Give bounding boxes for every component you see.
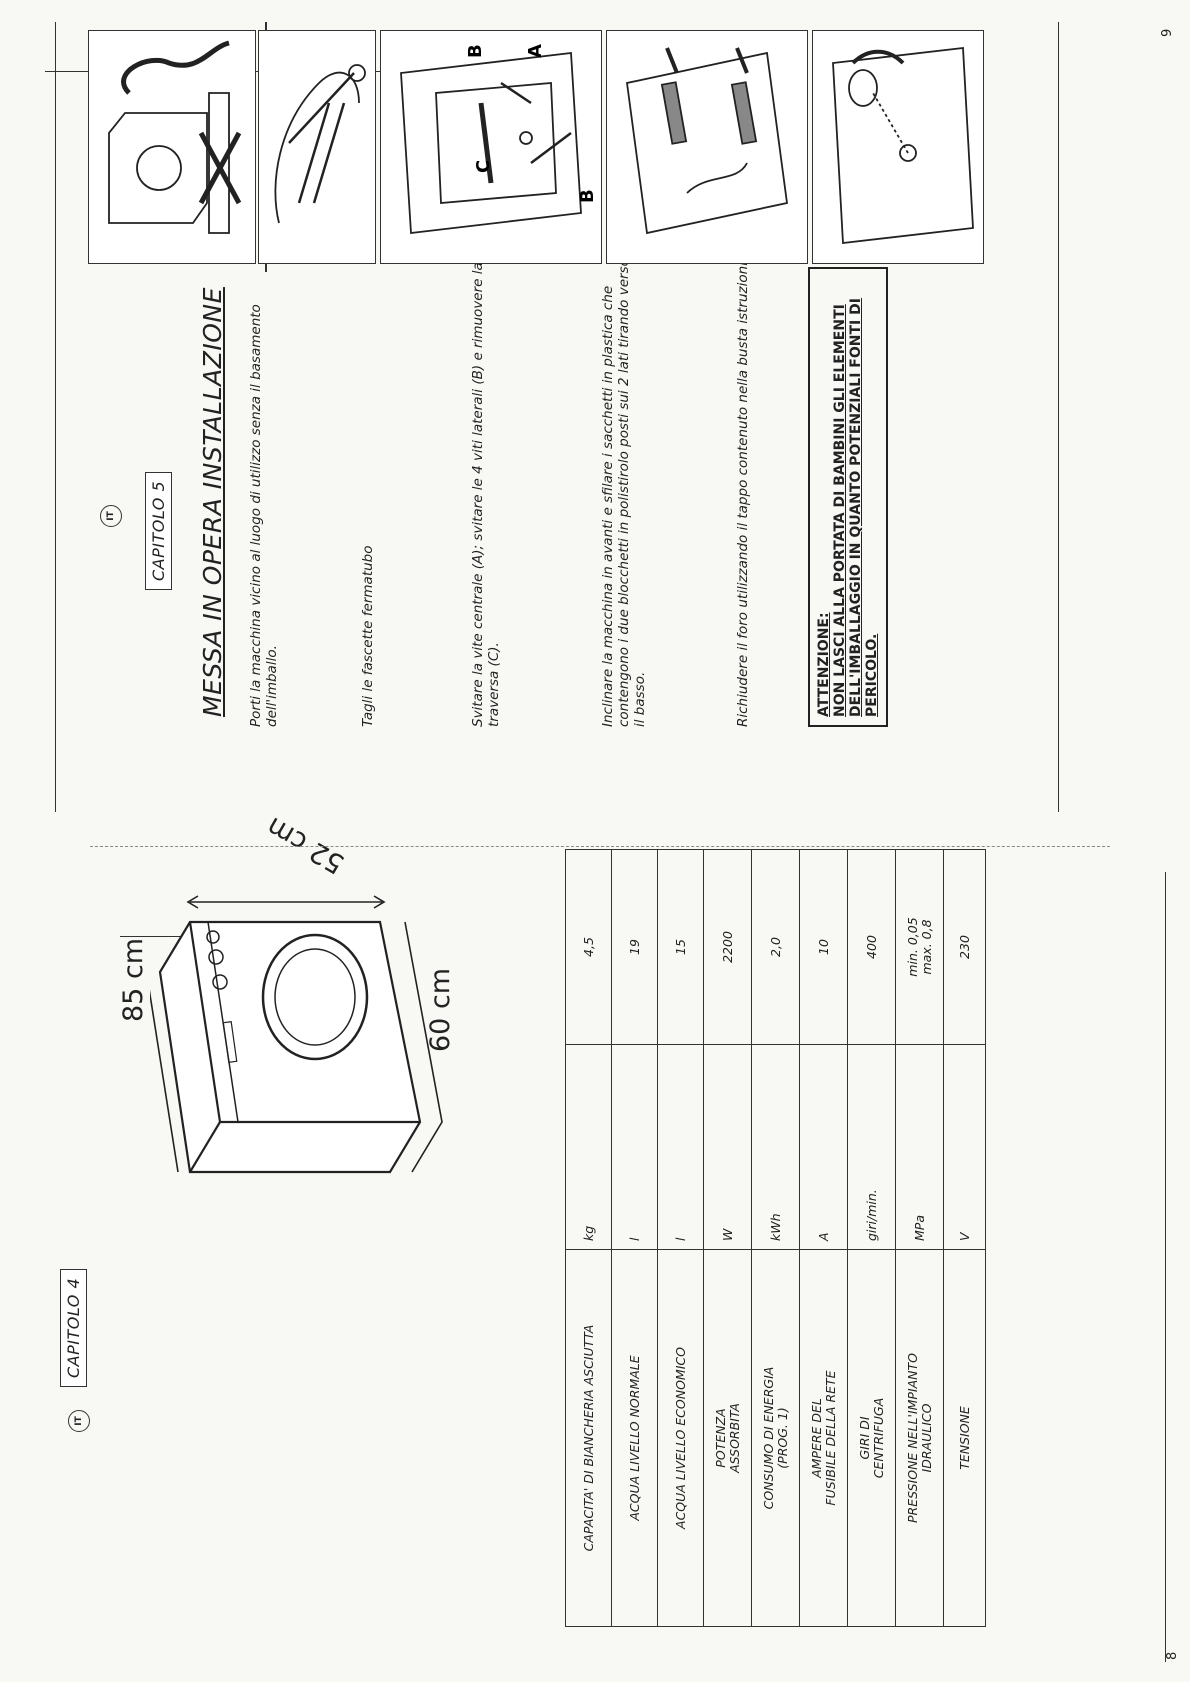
spec-unit: V (944, 1045, 986, 1250)
spec-value: 400 (848, 850, 896, 1045)
spec-label: GIRI DI CENTRIFUGA (848, 1250, 896, 1627)
center-fold (90, 846, 1110, 847)
installation-title: MESSA IN OPERA INSTALLAZIONE (198, 287, 227, 717)
spec-label: ACQUA LIVELLO NORMALE (612, 1250, 658, 1627)
figure-close-hole (812, 30, 984, 264)
spec-row (658, 850, 704, 1627)
step-4-text: Inclinare la macchina in avanti e sfilare i sacchetti in plastica che contengono i due blocchetti in polistirolo posti sui 2 lati tirando verso il basso. (600, 258, 648, 727)
warning-box: ATTENZIONE: NON LASCI ALLA PORTATA DI BAMBINI GLI ELEMENTI DELL'IMBALLAGGIO IN QUANTO POTENZIALI FONTI DI PERICOLO. (808, 267, 888, 727)
spec-value: min. 0,05 max. 0,8 (896, 850, 944, 1045)
language-badge: IT (68, 1410, 90, 1432)
depth-dimension: 52 cm (261, 810, 350, 880)
spec-label: ACQUA LIVELLO ECONOMICO (658, 1250, 704, 1627)
spec-value: 2,0 (752, 850, 800, 1045)
specifications-table-body (566, 850, 986, 1627)
spec-value: 2200 (704, 850, 752, 1045)
spec-label: AMPERE DEL FUSIBILE DELLA RETE (800, 1250, 848, 1627)
spec-label: POTENZA ASSORBITA (704, 1250, 752, 1627)
spec-unit: kg (566, 1045, 612, 1250)
spec-row (848, 850, 896, 1627)
spec-unit: W (704, 1045, 752, 1250)
spec-row (704, 850, 752, 1627)
spec-row (896, 850, 944, 1627)
step-1-text: Porti la macchina vicino al luogo di utilizzo senza il basamento dell'imballo. (248, 304, 280, 727)
figure-tilt-machine (606, 30, 808, 264)
label-c: C (473, 159, 494, 173)
figure-remove-packaging (88, 30, 256, 264)
spec-unit: l (612, 1045, 658, 1250)
spec-value: 15 (658, 850, 704, 1045)
spec-row (566, 850, 612, 1627)
page-number-8: 8 (1165, 1651, 1180, 1660)
chapter-4-heading: CAPITOLO 4 (60, 1269, 87, 1387)
figure-cut-hose-clips (258, 30, 376, 264)
spec-row (800, 850, 848, 1627)
washing-machine-dimensions-drawing (150, 892, 480, 1212)
height-dimension: 85 cm (118, 937, 149, 1022)
spec-value: 4,5 (566, 850, 612, 1045)
spec-row (752, 850, 800, 1627)
spec-label: TENSIONE (944, 1250, 986, 1627)
spec-label: CONSUMO DI ENERGIA (PROG. 1) (752, 1250, 800, 1627)
spec-row (612, 850, 658, 1627)
step-5-text: Richiudere il foro utilizzando il tappo contenuto nella busta istruzioni. (735, 257, 751, 727)
spec-value: 19 (612, 850, 658, 1045)
figure-remove-screws (380, 30, 602, 264)
spec-unit: l (658, 1045, 704, 1250)
spec-unit: kWh (752, 1045, 800, 1250)
bottom-rule (1165, 872, 1166, 1662)
chapter-5-heading: CAPITOLO 5 (145, 472, 172, 590)
page-number-9: 9 (1160, 28, 1175, 37)
label-a: A (525, 44, 546, 58)
specifications-table (565, 849, 986, 1627)
spec-label: PRESSIONE NELL'IMPIANTO IDRAULICO (896, 1250, 944, 1627)
language-badge-right: IT (100, 505, 122, 527)
label-b-top: B (465, 44, 486, 58)
spec-row (944, 850, 986, 1627)
spec-unit: MPa (896, 1045, 944, 1250)
step-3-text: Svitare la vite centrale (A); svitare le 4 viti laterali (B) e rimuovere la traversa (C). (470, 262, 502, 727)
spec-value: 10 (800, 850, 848, 1045)
label-b-bottom: B (577, 189, 598, 203)
spec-label: CAPACITA' DI BIANCHERIA ASCIUTTA (566, 1250, 612, 1627)
step-2-text: Tagli le fascette fermatubo (360, 545, 376, 727)
width-dimension: 60 cm (425, 967, 456, 1052)
spec-value: 230 (944, 850, 986, 1045)
spec-unit: giri/min. (848, 1045, 896, 1250)
right-top-rule (55, 22, 56, 812)
spec-unit: A (800, 1045, 848, 1250)
right-bottom-rule (1058, 22, 1059, 812)
